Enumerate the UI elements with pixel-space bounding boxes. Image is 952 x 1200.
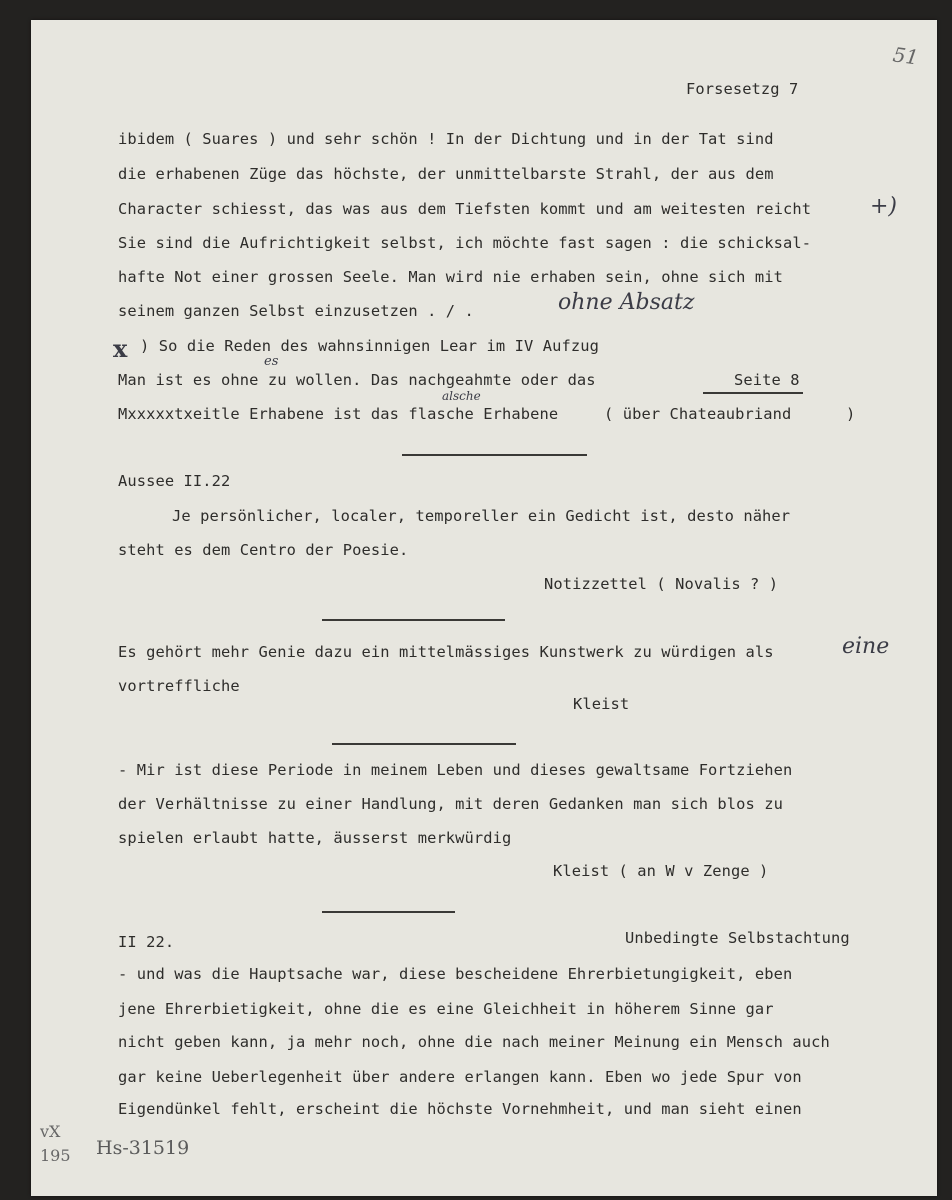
handwritten-insertion: alsche bbox=[442, 389, 481, 403]
section-divider bbox=[322, 619, 505, 621]
quote-line: Es gehört mehr Genie dazu ein mittelmässiges Kunstwerk zu würdigen als bbox=[118, 643, 774, 661]
handwritten-annotation: ohne Absatz bbox=[558, 290, 695, 315]
quote-line: spielen erlaubt hatte, äusserst merkwürdig bbox=[118, 829, 512, 847]
section-divider bbox=[322, 911, 455, 913]
section-title: Unbedingte Selbstachtung bbox=[625, 929, 850, 947]
text-line: jene Ehrerbietigkeit, ohne die es eine Gleichheit in höherem Sinne gar bbox=[118, 1000, 774, 1018]
pencil-page-number: 51 bbox=[891, 42, 920, 70]
text-line: gar keine Ueberlegenheit über andere erlangen kann. Eben wo jede Spur von bbox=[118, 1068, 802, 1086]
section-divider bbox=[402, 454, 587, 456]
text-line: Mxxxxxtxeitle Erhabene ist das flasche Erhabene bbox=[118, 405, 559, 423]
footnote-reference-mark: +) bbox=[870, 194, 898, 219]
text-line: seinem ganzen Selbst einzusetzen . / . bbox=[118, 302, 474, 320]
quote-line: der Verhältnisse zu einer Handlung, mit deren Gedanken man sich blos zu bbox=[118, 795, 783, 813]
section-heading: II 22. bbox=[118, 933, 175, 951]
page-reference: Seite 8 bbox=[734, 371, 800, 389]
section-heading: Aussee II.22 bbox=[118, 472, 231, 490]
archive-mark: 195 bbox=[40, 1146, 71, 1165]
archive-signature: Hs-31519 bbox=[96, 1137, 190, 1159]
typescript-page bbox=[31, 20, 937, 1196]
quote-line: vortreffliche bbox=[118, 677, 240, 695]
footnote-text: ) So die Reden des wahnsinnigen Lear im IV Aufzug bbox=[140, 337, 599, 355]
section-divider bbox=[332, 743, 516, 745]
quote-line: Je persönlicher, localer, temporeller ein Gedicht ist, desto näher bbox=[172, 507, 791, 525]
source-reference: ( über Chateaubriand bbox=[604, 405, 792, 423]
quote-line: steht es dem Centro der Poesie. bbox=[118, 541, 409, 559]
text-line: Man ist es ohne zu wollen. Das nachgeahmte oder das bbox=[118, 371, 596, 389]
page-header: Forsesetzg 7 bbox=[686, 80, 799, 98]
text-line: nicht geben kann, ja mehr noch, ohne die nach meiner Meinung ein Mensch auch bbox=[118, 1033, 830, 1051]
archive-mark: vX bbox=[40, 1122, 61, 1141]
text-line: hafte Not einer grossen Seele. Man wird nie erhaben sein, ohne sich mit bbox=[118, 268, 783, 286]
text-line: ibidem ( Suares ) und sehr schön ! In der Dichtung und in der Tat sind bbox=[118, 130, 774, 148]
source-reference-end: ) bbox=[846, 405, 856, 423]
text-line: Character schiesst, das was aus dem Tiefsten kommt und am weitesten reicht bbox=[118, 200, 812, 218]
handwritten-insertion: eine bbox=[842, 634, 890, 659]
handwritten-insertion: es bbox=[264, 354, 279, 369]
quote-line: - Mir ist diese Periode in meinem Leben und dieses gewaltsame Fortziehen bbox=[118, 761, 793, 779]
quote-attribution: Notizzettel ( Novalis ? ) bbox=[544, 575, 779, 593]
text-line: Sie sind die Aufrichtigkeit selbst, ich möchte fast sagen : die schicksal- bbox=[118, 234, 812, 252]
page-reference-underline bbox=[703, 392, 803, 394]
text-line: - und was die Hauptsache war, diese bescheidene Ehrerbietungigkeit, eben bbox=[118, 965, 793, 983]
footnote-mark: x bbox=[113, 334, 128, 363]
text-line: die erhabenen Züge das höchste, der unmittelbarste Strahl, der aus dem bbox=[118, 165, 774, 183]
quote-attribution: Kleist ( an W v Zenge ) bbox=[553, 862, 769, 880]
quote-attribution: Kleist bbox=[573, 695, 630, 713]
text-line: Eigendünkel fehlt, erscheint die höchste Vornehmheit, und man sieht einen bbox=[118, 1100, 802, 1118]
